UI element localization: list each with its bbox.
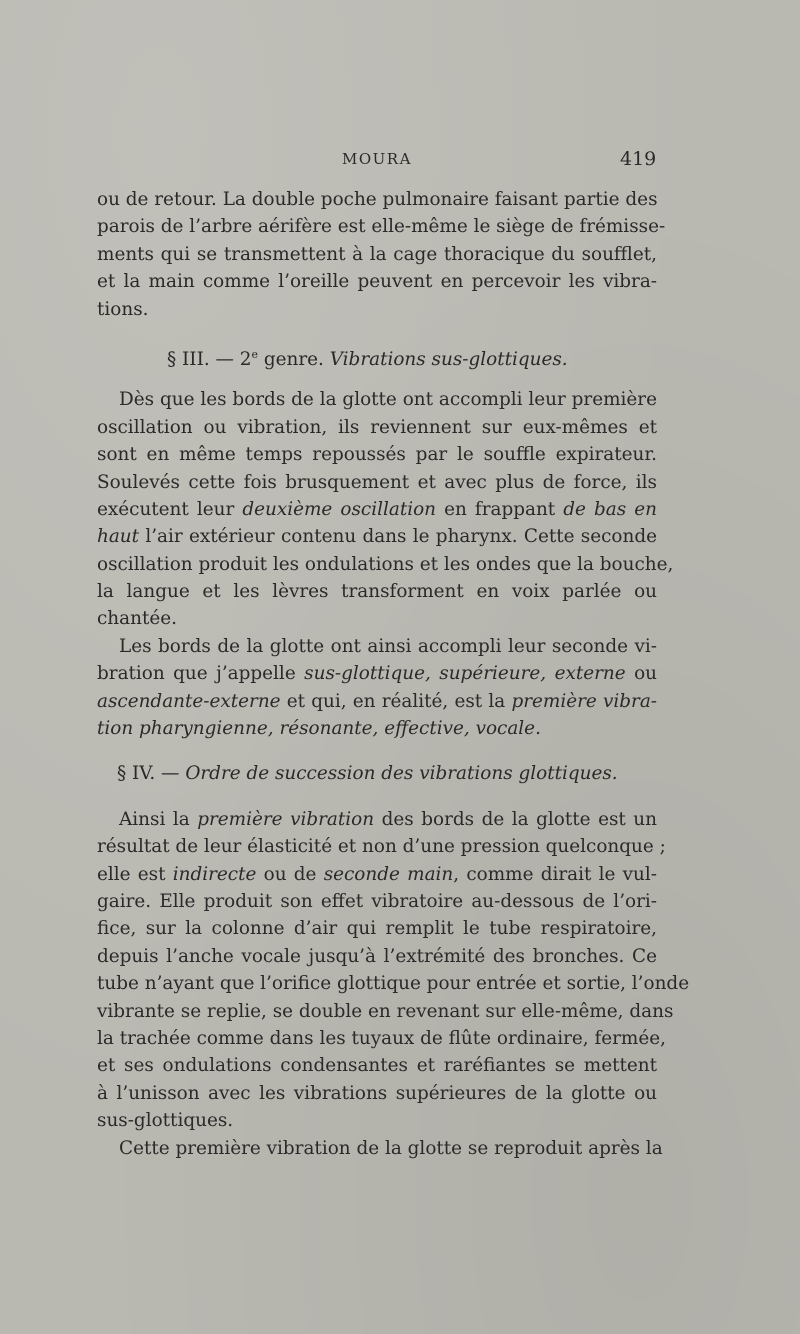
text-line: depuis l’anche vocale jusqu’à l’extrémité des bronches. Ce — [97, 945, 657, 967]
italic-run: tion pharyngienne, résonante, effective, vocale. — [97, 718, 541, 740]
spacer — [97, 788, 657, 806]
page-number: 419 — [620, 148, 657, 170]
text-line: ou de retour. La double poche pulmonaire faisant partie des — [97, 189, 658, 210]
italic-run: sus-glottique, supérieure, externe — [304, 663, 626, 685]
spacer — [97, 368, 657, 386]
italic-run: première vibra- — [511, 690, 657, 712]
superscript: e — [251, 347, 258, 361]
section-number: § IV. — — [117, 763, 186, 785]
text-run: ou — [625, 663, 658, 685]
section-genre: genre. — [257, 348, 330, 370]
text-line — [97, 660, 657, 687]
text-line — [97, 496, 657, 523]
text-line: résultat de leur élasticité et non d’une pression quelconque ; — [97, 836, 666, 858]
text-line: Soulevés cette fois brusquement et avec plus de force, ils — [97, 471, 657, 493]
section-heading-4 — [97, 760, 657, 787]
text-line: la langue et les lèvres transforment en voix parlée ou — [97, 581, 657, 603]
text-line: oscillation ou vibration, ils reviennent sur eux-mêmes et — [97, 416, 657, 438]
text-line: la trachée comme dans les tuyaux de flûte ordinaire, fermée, — [97, 1027, 666, 1049]
italic-run: indirecte — [172, 863, 257, 885]
text-line: et ses ondulations condensantes et raréfiantes se mettent — [97, 1055, 657, 1077]
text-run: , comme dirait le vul- — [453, 863, 657, 885]
text-run: elle est — [97, 863, 173, 885]
section-title: Ordre de succession des vibrations glottiques. — [185, 763, 618, 785]
text-line: et la main comme l’oreille peuvent en percevoir les vibra- — [97, 271, 657, 293]
body-text — [97, 186, 690, 1162]
text-line: tube n’ayant que l’orifice glottique pour entrée et sortie, l’onde — [97, 973, 690, 995]
text-run: des bords de la glotte est un — [374, 808, 657, 830]
text-run: ou de — [256, 863, 324, 885]
running-title: MOURA — [342, 150, 412, 168]
text-line — [97, 861, 657, 888]
italic-run: première vibration — [197, 808, 375, 830]
section-heading-3 — [97, 341, 657, 368]
text-line: parois de l’arbre aérifère est elle-même le siège de frémisse- — [97, 216, 666, 238]
text-line — [97, 806, 657, 833]
spacer — [97, 323, 657, 341]
text-run: et qui, en réalité, est la — [280, 690, 512, 712]
italic-run: ascendante-externe — [97, 690, 281, 712]
text-run: en frappant — [436, 498, 564, 520]
text-line: sont en même temps repoussés par le souffle expirateur. — [97, 444, 657, 466]
text-line: oscillation produit les ondulations et les ondes que la bouche, — [97, 553, 674, 575]
section-title: Vibrations sus-glottiques. — [329, 348, 568, 370]
text-run: Ainsi la — [119, 808, 198, 830]
text-run: bration que j’appelle — [97, 663, 305, 685]
italic-run: de bas en — [563, 498, 657, 520]
text-line: chantée. — [97, 608, 177, 630]
text-line — [97, 688, 657, 715]
italic-run: seconde main — [323, 863, 454, 885]
text-line: vibrante se replie, se double en revenant sur elle-même, dans — [97, 1000, 674, 1022]
section-number: § III. — 2 — [167, 348, 252, 370]
text-line: Les bords de la glotte ont ainsi accompli leur seconde vi- — [119, 635, 657, 657]
italic-run: deuxième oscillation — [242, 498, 437, 520]
text-line: fice, sur la colonne d’air qui remplit le tube respiratoire, — [97, 918, 657, 940]
running-head — [0, 148, 800, 178]
text-line: Dès que les bords de la glotte ont accompli leur première — [119, 389, 657, 411]
text-line: Cette première vibration de la glotte se reproduit après la — [119, 1137, 663, 1159]
text-line: à l’unisson avec les vibrations supérieures de la glotte ou — [97, 1082, 657, 1104]
text-line: sus-glottiques. — [97, 1110, 234, 1132]
text-line: ments qui se transmettent à la cage thoracique du soufflet, — [97, 243, 657, 265]
text-run: l’air extérieur contenu dans le pharynx. Cette seconde — [139, 526, 657, 548]
spacer — [97, 742, 657, 760]
text-line: tions. — [97, 298, 149, 320]
italic-run: haut — [97, 526, 140, 548]
text-line: gaire. Elle produit son effet vibratoire au-dessous de l’ori- — [97, 890, 657, 912]
text-line — [97, 523, 657, 550]
text-run: exécutent leur — [97, 498, 243, 520]
text-line — [97, 715, 657, 742]
